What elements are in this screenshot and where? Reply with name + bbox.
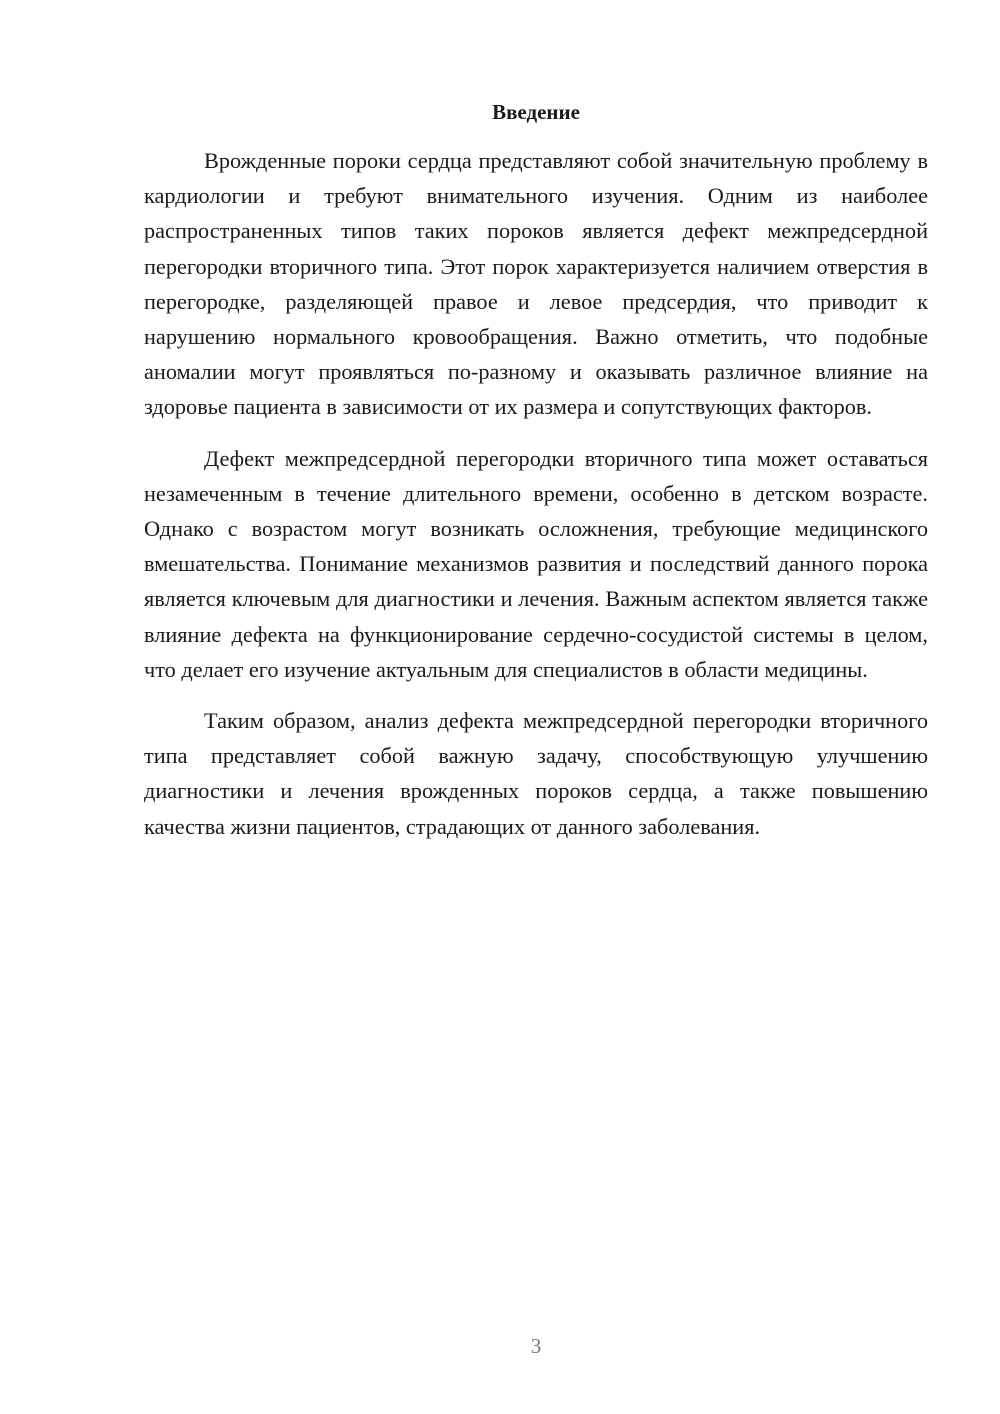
paragraph-2: Дефект межпредсердной перегородки вторичного типа может оставаться незамеченным в течение длительного времени, особенно в детском возрасте. Однако с возрастом могут возникать осложнения, требующие медицинского вмешательства. Понимание механизмов развития и последствий данного порока является ключевым для диагностики и лечения. Важным аспектом является также влияние дефекта на функционирование сердечно-сосудистой системы в целом, что делает его изучение актуальным для специалистов в области медицины.: [144, 445, 928, 682]
body-text: [144, 143, 928, 860]
paragraph-3: Таким образом, анализ дефекта межпредсердной перегородки вторичного типа представляет собой важную задачу, способствующую улучшению диагностики и лечения врожденных пороков сердца, а также повышению качества жизни пациентов, страдающих от данного заболевания.: [144, 708, 928, 839]
page-number: 3: [530, 1334, 542, 1358]
paragraph-1: Врожденные пороки сердца представляют собой значительную проблему в кардиологии и требуют внимательного изучения. Одним из наиболее распространенных типов таких пороков является дефект межпредсердной перегородки вторичного типа. Этот порок характеризуется наличием отверстия в перегородке, разделяющей правое и левое предсердия, что приводит к нарушению нормального кровообращения. Важно отметить, что подобные аномалии могут проявляться по-разному и оказывать различное влияние на здоровье пациента в зависимости от их размера и сопутствующих факторов.: [144, 148, 928, 420]
section-heading: Введение: [492, 100, 580, 124]
